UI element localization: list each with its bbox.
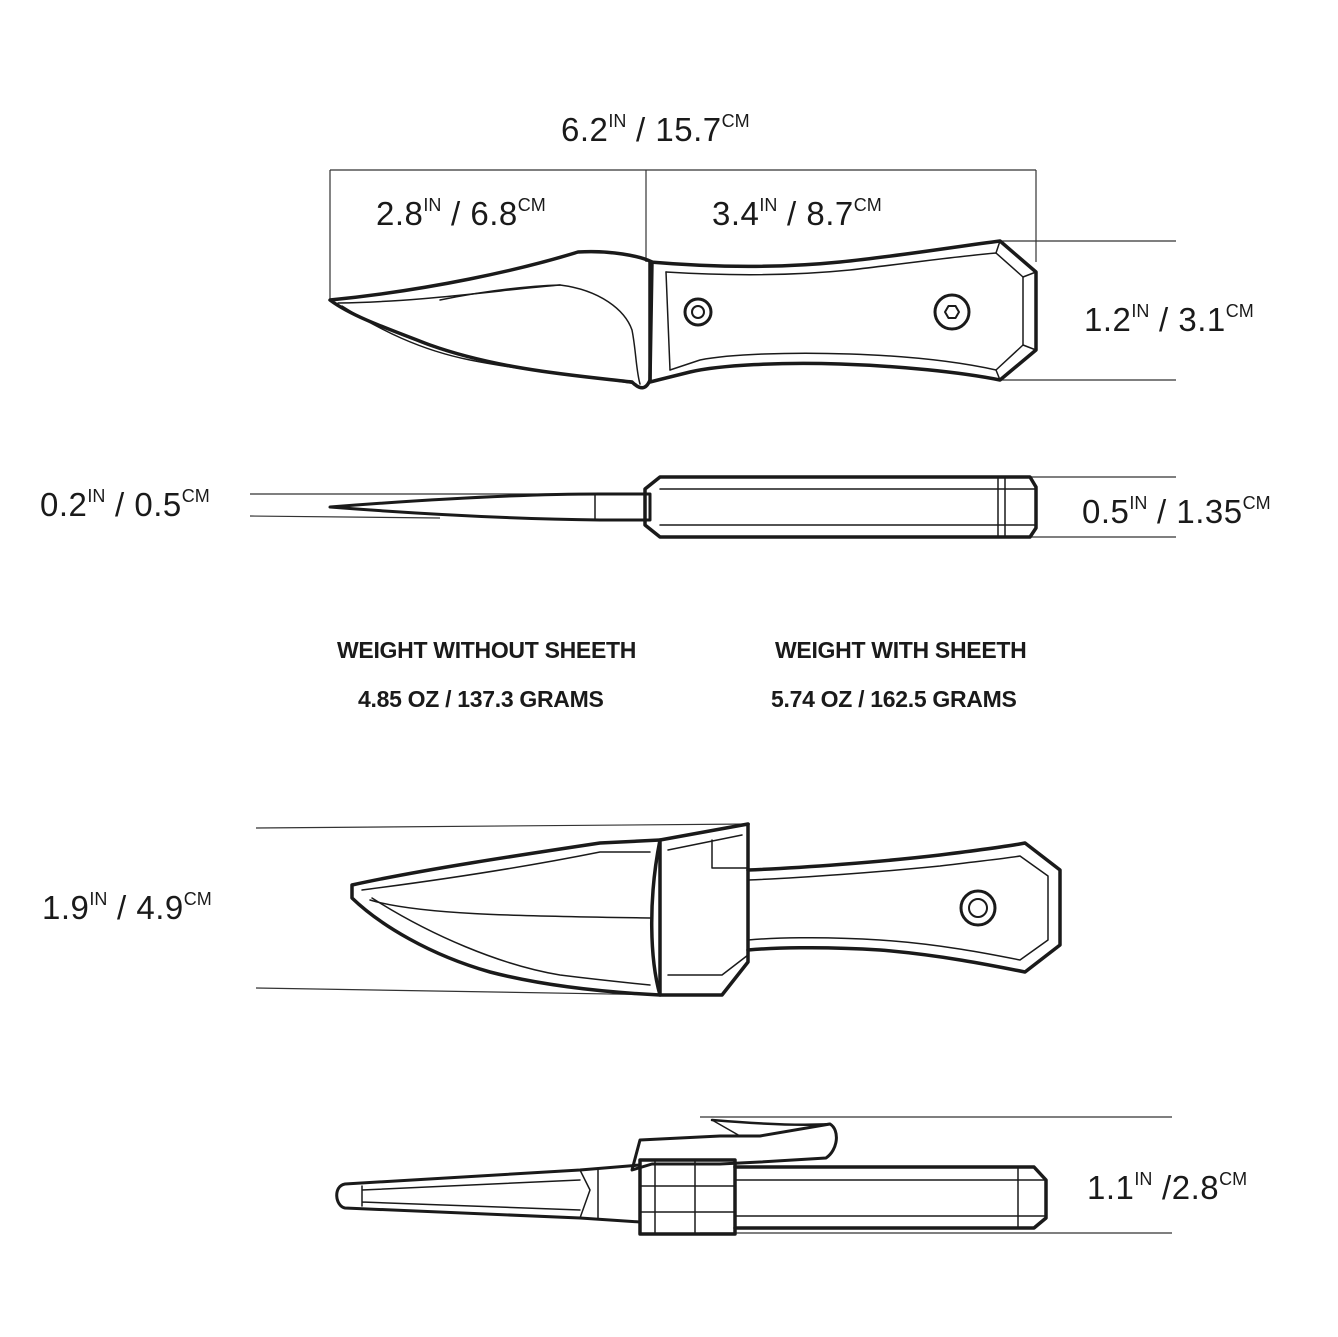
blade-thickness-label: $0.2^{IN} / 0.5^{CM}$ (40, 486, 210, 523)
sheath-height-label: $1.9^{IN} / 4.9^{CM}$ (42, 889, 212, 926)
sheath-thickness-label: $1.1^{IN}$ $/2.8^{CM}$ (1087, 1169, 1248, 1206)
handle-screw-rear (935, 295, 969, 329)
overall-length-label: $6.2^{IN} / 15.7^{CM}$ (561, 111, 750, 148)
knife-top-view (250, 477, 1176, 537)
weight-without-sheath-value: 4.85 OZ / 137.3 GRAMS (358, 686, 604, 712)
handle-height-label: $1.2^{IN} / 3.1^{CM}$ (1084, 301, 1254, 338)
handle-length-label: $3.4^{IN} / 8.7^{CM}$ (712, 195, 882, 232)
weight-with-sheath-value: 5.74 OZ / 162.5 GRAMS (771, 686, 1017, 712)
weight-with-sheath-label: WEIGHT WITH SHEETH (775, 637, 1027, 663)
sheathed-knife-side-view (256, 824, 1060, 995)
weight-without-sheath-label: WEIGHT WITHOUT SHEETH (337, 637, 637, 663)
handle-thickness-label: $0.5^{IN} / 1.35^{CM}$ (1082, 493, 1271, 530)
handle-outline (650, 241, 1036, 382)
blade-length-label: $2.8^{IN} / 6.8^{CM}$ (376, 195, 546, 232)
blade-outline (330, 252, 652, 388)
handle-screw-front (685, 299, 711, 325)
sheathed-knife-top-view (337, 1117, 1172, 1234)
